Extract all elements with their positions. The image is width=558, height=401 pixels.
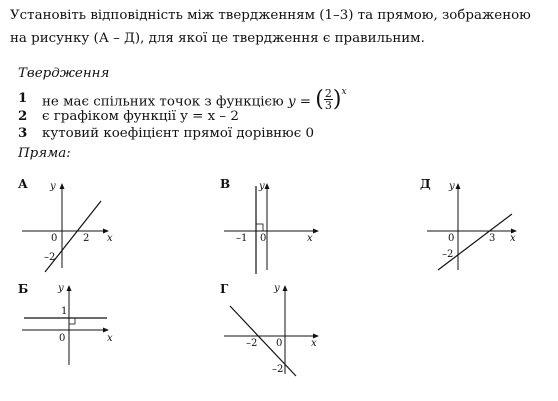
statement-3-number: 3: [18, 125, 28, 141]
statements-heading: Твердження: [18, 66, 110, 81]
statement-1-formula-lhs: y =: [287, 94, 312, 110]
x-label: x: [307, 233, 313, 244]
tick-label-neg2: –2: [442, 249, 454, 260]
graph-a: [0, 172, 130, 277]
left-paren-icon: (: [315, 87, 324, 113]
statement-1-text: не має спільних точок з функцією: [42, 94, 284, 110]
statement-3: [18, 124, 538, 143]
y-arrow-icon: [60, 183, 65, 189]
statement-3-text: кутовий коефіцієнт прямої дорівнює 0: [42, 126, 314, 141]
x-label: x: [107, 233, 113, 244]
origin-label: 0: [51, 233, 58, 244]
graph-b: [0, 280, 130, 370]
origin-label: 0: [448, 233, 455, 244]
y-label: y: [259, 181, 265, 192]
x-arrow-icon: [313, 229, 319, 234]
y-arrow-icon: [265, 183, 270, 189]
fraction-denominator: 3: [324, 99, 332, 113]
graph-g-line: [230, 306, 296, 376]
y-label: y: [449, 181, 455, 192]
graph-v: [210, 172, 330, 277]
y-label: y: [50, 181, 56, 192]
exponent: x: [341, 87, 347, 97]
x-label: x: [107, 333, 113, 344]
y-label: y: [274, 283, 280, 294]
right-angle-icon: [69, 318, 75, 324]
tick-label-x-neg2: –2: [246, 338, 258, 349]
task-text: Установіть відповідність між твердженням (1–3) та прямою, зображеною на рисунку (А – Д), для якої це твердження є правильним.: [10, 8, 531, 46]
x-label: x: [311, 338, 317, 349]
statement-1: [18, 87, 538, 113]
origin-label: 0: [276, 338, 283, 349]
x-label: x: [510, 233, 516, 244]
tick-label-1: 1: [61, 306, 68, 317]
right-paren-icon: ): [332, 87, 342, 113]
lines-heading: Пряма:: [18, 146, 71, 161]
tick-label-y-neg2: –2: [272, 364, 284, 375]
right-angle-icon: [256, 224, 263, 231]
tick-label-neg2: –2: [44, 252, 56, 263]
statement-2-number: 2: [18, 108, 28, 124]
graph-d: [405, 172, 535, 277]
y-arrow-icon: [67, 285, 72, 291]
x-arrow-icon: [103, 328, 109, 333]
fraction-numerator: 2: [324, 87, 332, 101]
statement-1-number: 1: [18, 90, 28, 106]
origin-label: 0: [59, 333, 66, 344]
tick-label-neg1: –1: [236, 233, 248, 244]
y-arrow-icon: [456, 183, 461, 189]
graph-v-letter: В: [220, 177, 231, 191]
graph-a-letter: А: [18, 177, 28, 191]
graph-g-letter: Г: [220, 282, 229, 296]
graph-d-letter: Д: [420, 177, 431, 191]
statement-2-text: є графіком функції y = x – 2: [42, 109, 239, 124]
y-arrow-icon: [283, 285, 288, 291]
y-label: y: [58, 283, 64, 294]
graph-b-letter: Б: [18, 282, 29, 296]
tick-label-3: 3: [489, 233, 496, 244]
origin-label: 0: [260, 233, 267, 244]
graph-g: [210, 280, 330, 380]
tick-label-2: 2: [83, 233, 90, 244]
